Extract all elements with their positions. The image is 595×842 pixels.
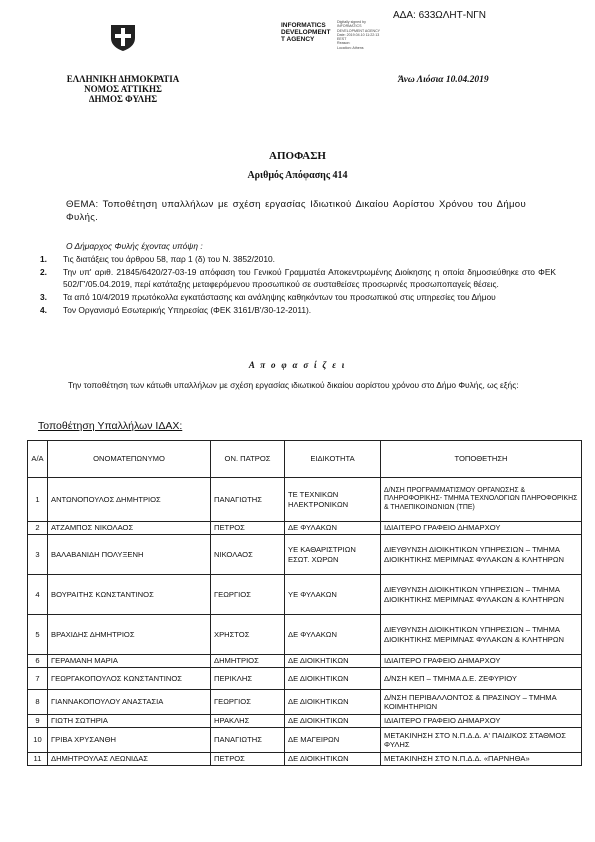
digital-signature-text — [337, 20, 407, 50]
logo-line: INFORMATICS — [281, 22, 326, 29]
cell-name: ΒΑΛΑΒΑΝΙΔΗ ΠΟΛΥΞΕΝΗ — [48, 535, 211, 575]
col-header-specialty: ΕΙΔΙΚΟΤΗΤΑ — [285, 441, 381, 478]
cell-specialty: ΤΕ ΤΕΧΝΙΚΩΝ ΗΛΕΚΤΡΟΝΙΚΩΝ — [285, 478, 381, 522]
signature-line: Location: Athens — [337, 45, 364, 50]
subject-paragraph: ΘΕΜΑ: Τοποθέτηση υπαλλήλων με σχέση εργασίας Ιδιωτικού Δικαίου Αορίστου Χρόνου του Δήμου Φυλής. — [66, 199, 526, 223]
cell-aa: 4 — [28, 575, 48, 615]
table-row — [28, 690, 582, 715]
cell-aa: 6 — [28, 655, 48, 668]
section-title: Τοποθέτηση Υπαλλήλων ΙΔΑΧ: — [38, 420, 183, 432]
cell-aa: 9 — [28, 715, 48, 728]
col-header-placement: ΤΟΠΟΘΕΤΗΣΗ — [381, 441, 582, 478]
table-row — [28, 728, 582, 753]
consideration-item — [40, 267, 556, 290]
cell-placement: Δ/ΝΣΗ ΠΡΟΓΡΑΜΜΑΤΙΣΜΟΥ ΟΡΓΑΝΩΣΗΣ & ΠΛΗΡΟΦΟΡΙΚΗΣ- ΤΜΗΜΑ ΤΕΧΝΟΛΟΓΙΩΝ ΠΛΗΡΟΦΟΡΙΚΗΣ & ΤΗΛΕΠΙΚΟΙΝΩΝΙΩΝ (ΤΠΕ) — [381, 478, 582, 522]
cell-specialty: ΥΕ ΚΑΘΑΡΙΣΤΡΙΩΝ ΕΣΩΤ. ΧΩΡΩΝ — [285, 535, 381, 575]
cell-name: ΓΕΩΡΓΑΚΟΠΟΥΛΟΣ ΚΩΝΣΤΑΝΤΙΝΟΣ — [48, 668, 211, 690]
cell-name: ΓΕΡΑΜΑΝΗ ΜΑΡΙΑ — [48, 655, 211, 668]
consideration-text: Τις διατάξεις του άρθρου 58, παρ 1 (δ) του Ν. 3852/2010. — [63, 254, 275, 264]
cell-specialty: ΔΕ ΔΙΟΙΚΗΤΙΚΩΝ — [285, 690, 381, 715]
cell-specialty: ΔΕ ΔΙΟΙΚΗΤΙΚΩΝ — [285, 753, 381, 766]
informatics-logo — [281, 22, 331, 43]
cell-placement: ΔΙΕΥΘΥΝΣΗ ΔΙΟΙΚΗΤΙΚΩΝ ΥΠΗΡΕΣΙΩΝ – ΤΜΗΜΑ ΔΙΟΙΚΗΤΙΚΗΣ ΜΕΡΙΜΝΑΣ ΦΥΛΑΚΩΝ & ΚΛΗΤΗΡΩΝ — [381, 575, 582, 615]
consideration-text: Την υπ' αριθ. 21845/6420/27-03-19 απόφαση του Γενικού Γραμματέα Αποκεντρωμένης Διοίκησης η οποία δημοσιεύθηκε στο ΦΕΚ 502/Γ'/05.04.2019, περί κατάταξης μεταφερόμενου προσωπικού σε συσταθείσες προσωρινές προσωποπαγείς θέσεις. — [63, 267, 556, 289]
signature-line: DEVELOPMENT AGENCY — [337, 28, 381, 33]
cell-specialty: ΔΕ ΔΙΟΙΚΗΤΙΚΩΝ — [285, 668, 381, 690]
cell-specialty: ΔΕ ΦΥΛΑΚΩΝ — [285, 615, 381, 655]
cell-placement: ΙΔΙΑΙΤΕΡΟ ΓΡΑΦΕΙΟ ΔΗΜΑΡΧΟΥ — [381, 715, 582, 728]
cell-aa: 11 — [28, 753, 48, 766]
cell-placement: ΙΔΙΑΙΤΕΡΟ ΓΡΑΦΕΙΟ ΔΗΜΑΡΧΟΥ — [381, 655, 582, 668]
table-row — [28, 715, 582, 728]
table-header-row — [28, 441, 582, 478]
cell-specialty: ΔΕ ΔΙΟΙΚΗΤΙΚΩΝ — [285, 715, 381, 728]
cell-specialty: ΥΕ ΦΥΛΑΚΩΝ — [285, 575, 381, 615]
cell-aa: 2 — [28, 522, 48, 535]
logo-line: T AGENCY — [281, 36, 315, 43]
cell-placement: ΜΕΤΑΚΙΝΗΣΗ ΣΤΟ Ν.Π.Δ.Δ. Α' ΠΑΙΔΙΚΟΣ ΣΤΑΘΜΟΣ ΦΥΛΗΣ — [381, 728, 582, 753]
cell-specialty: ΔΕ ΜΑΓΕΙΡΩΝ — [285, 728, 381, 753]
cell-name: ΒΟΥΡΑΙΤΗΣ ΚΩΝΣΤΑΝΤΙΝΟΣ — [48, 575, 211, 615]
cell-name: ΑΝΤΩΝΟΠΟΥΛΟΣ ΔΗΜΗΤΡΙΟΣ — [48, 478, 211, 522]
cell-name: ΑΤΖΑΜΠΟΣ ΝΙΚΟΛΑΟΣ — [48, 522, 211, 535]
header-line-3: ΔΗΜΟΣ ΦΥΛΗΣ — [88, 94, 158, 104]
cell-placement: Δ/ΝΣΗ ΠΕΡΙΒΑΛΛΟΝΤΟΣ & ΠΡΑΣΙΝΟΥ – ΤΜΗΜΑ ΚΟΙΜΗΤΗΡΙΩΝ — [381, 690, 582, 715]
document-date: Άνω Λιόσια 10.04.2019 — [398, 75, 489, 85]
cell-placement: ΙΔΙΑΙΤΕΡΟ ΓΡΑΦΕΙΟ ΔΗΜΑΡΧΟΥ — [381, 522, 582, 535]
consideration-item — [40, 305, 556, 316]
table-row — [28, 535, 582, 575]
signature-line: Reason: — [337, 41, 351, 46]
cell-father: ΠΑΝΑΓΙΩΤΗΣ — [211, 728, 285, 753]
ada-code: ΑΔΑ: 633ΩΛΗΤ-ΝΓΝ — [393, 10, 487, 21]
cell-aa: 8 — [28, 690, 48, 715]
signature-line: Digitally signed by — [337, 20, 366, 24]
cell-aa: 3 — [28, 535, 48, 575]
table-row — [28, 655, 582, 668]
table-row — [28, 753, 582, 766]
col-header-name: ΟΝΟΜΑΤΕΠΩΝΥΜΟ — [48, 441, 211, 478]
cell-father: ΧΡΗΣΤΟΣ — [211, 615, 285, 655]
consideration-text: Τα από 10/4/2019 πρωτόκολλα εγκατάστασης και ανάληψης καθηκόντων του προσωπικού στις υπηρεσίες του Δήμου — [63, 291, 496, 302]
cell-placement: ΔΙΕΥΘΥΝΣΗ ΔΙΟΙΚΗΤΙΚΩΝ ΥΠΗΡΕΣΙΩΝ – ΤΜΗΜΑ ΔΙΟΙΚΗΤΙΚΗΣ ΜΕΡΙΜΝΑΣ ΦΥΛΑΚΩΝ & ΚΛΗΤΗΡΩΝ — [381, 615, 582, 655]
consideration-number: 4. — [40, 305, 47, 316]
cell-aa: 10 — [28, 728, 48, 753]
cell-placement: ΔΙΕΥΘΥΝΣΗ ΔΙΟΙΚΗΤΙΚΩΝ ΥΠΗΡΕΣΙΩΝ – ΤΜΗΜΑ ΔΙΟΙΚΗΤΙΚΗΣ ΜΕΡΙΜΝΑΣ ΦΥΛΑΚΩΝ & ΚΛΗΤΗΡΩΝ — [381, 535, 582, 575]
cell-name: ΓΙΑΝΝΑΚΟΠΟΥΛΟΥ ΑΝΑΣΤΑΣΙΑ — [48, 690, 211, 715]
consideration-item — [40, 254, 556, 265]
cell-name: ΔΗΜΗΤΡΟΥΛΑΣ ΛΕΩΝΙΔΑΣ — [48, 753, 211, 766]
table-row — [28, 615, 582, 655]
decision-number: Αριθμός Απόφασης 414 — [247, 170, 348, 181]
logo-line: DEVELOPMENT — [281, 29, 331, 36]
considerations-list — [40, 254, 556, 318]
cell-name: ΓΙΩΤΗ ΣΩΤΗΡΙΑ — [48, 715, 211, 728]
cell-father: ΗΡΑΚΛΗΣ — [211, 715, 285, 728]
cell-father: ΓΕΩΡΓΙΟΣ — [211, 690, 285, 715]
cell-father: ΓΕΩΡΓΙΟΣ — [211, 575, 285, 615]
signature-line: Date: 2019.04.10 11:22:13 — [337, 32, 380, 37]
cell-father: ΠΕΤΡΟΣ — [211, 753, 285, 766]
cell-father: ΔΗΜΗΤΡΙΟΣ — [211, 655, 285, 668]
consideration-number: 2. — [40, 267, 47, 278]
decides-heading: Α π ο φ α σ ί ζ ε ι — [248, 360, 347, 370]
consideration-item — [40, 292, 556, 303]
decision-text: Την τοποθέτηση των κάτωθι υπαλλήλων με σχέση εργασίας ιδιωτικού δικαίου αορίστου χρόνου στο Δήμο Φυλής, ως εξής: — [68, 380, 519, 390]
col-header-aa: Α/Α — [28, 441, 48, 478]
greek-coat-of-arms-icon — [108, 22, 138, 52]
signature-line: EEST — [337, 37, 347, 42]
cell-father: ΝΙΚΟΛΑΟΣ — [211, 535, 285, 575]
consideration-text: Τον Οργανισμό Εσωτερικής Υπηρεσίας (ΦΕΚ 3161/Β'/30-12-2011). — [63, 305, 312, 316]
header-line-1: ΕΛΛΗΝΙΚΗ ΔΗΜΟΚΡΑΤΙΑ — [66, 74, 180, 84]
cell-name: ΒΡΑΧΙΔΗΣ ΔΗΜΗΤΡΙΟΣ — [48, 615, 211, 655]
cell-aa: 7 — [28, 668, 48, 690]
issuer-header — [38, 74, 208, 104]
table-row — [28, 575, 582, 615]
cell-aa: 1 — [28, 478, 48, 522]
placements-table — [27, 440, 582, 766]
cell-name: ΓΡΙΒΑ ΧΡΥΣΑΝΘΗ — [48, 728, 211, 753]
cell-placement: Δ/ΝΣΗ ΚΕΠ – ΤΜΗΜΑ Δ.Ε. ΖΕΦΥΡΙΟΥ — [381, 668, 582, 690]
table-row — [28, 522, 582, 535]
header-line-2: ΝΟΜΟΣ ΑΤΤΙΚΗΣ — [84, 84, 162, 94]
table-row — [28, 668, 582, 690]
cell-specialty: ΔΕ ΔΙΟΙΚΗΤΙΚΩΝ — [285, 655, 381, 668]
consideration-number: 1. — [40, 254, 47, 264]
table-row — [28, 478, 582, 522]
cell-specialty: ΔΕ ΦΥΛΑΚΩΝ — [285, 522, 381, 535]
signature-line: INFORMATICS — [337, 24, 362, 29]
cell-placement: ΜΕΤΑΚΙΝΗΣΗ ΣΤΟ Ν.Π.Δ.Δ. «ΠΑΡΝΗΘΑ» — [381, 753, 582, 766]
mayor-line: Ο Δήμαρχος Φυλής έχοντας υπόψη : — [66, 241, 203, 251]
cell-aa: 5 — [28, 615, 48, 655]
consideration-number: 3. — [40, 291, 47, 302]
cell-father: ΠΕΡΙΚΛΗΣ — [211, 668, 285, 690]
cell-father: ΠΕΤΡΟΣ — [211, 522, 285, 535]
cell-father: ΠΑΝΑΓΙΩΤΗΣ — [211, 478, 285, 522]
col-header-father: ΟΝ. ΠΑΤΡΟΣ — [211, 441, 285, 478]
document-title: ΑΠΟΦΑΣΗ — [269, 150, 326, 162]
